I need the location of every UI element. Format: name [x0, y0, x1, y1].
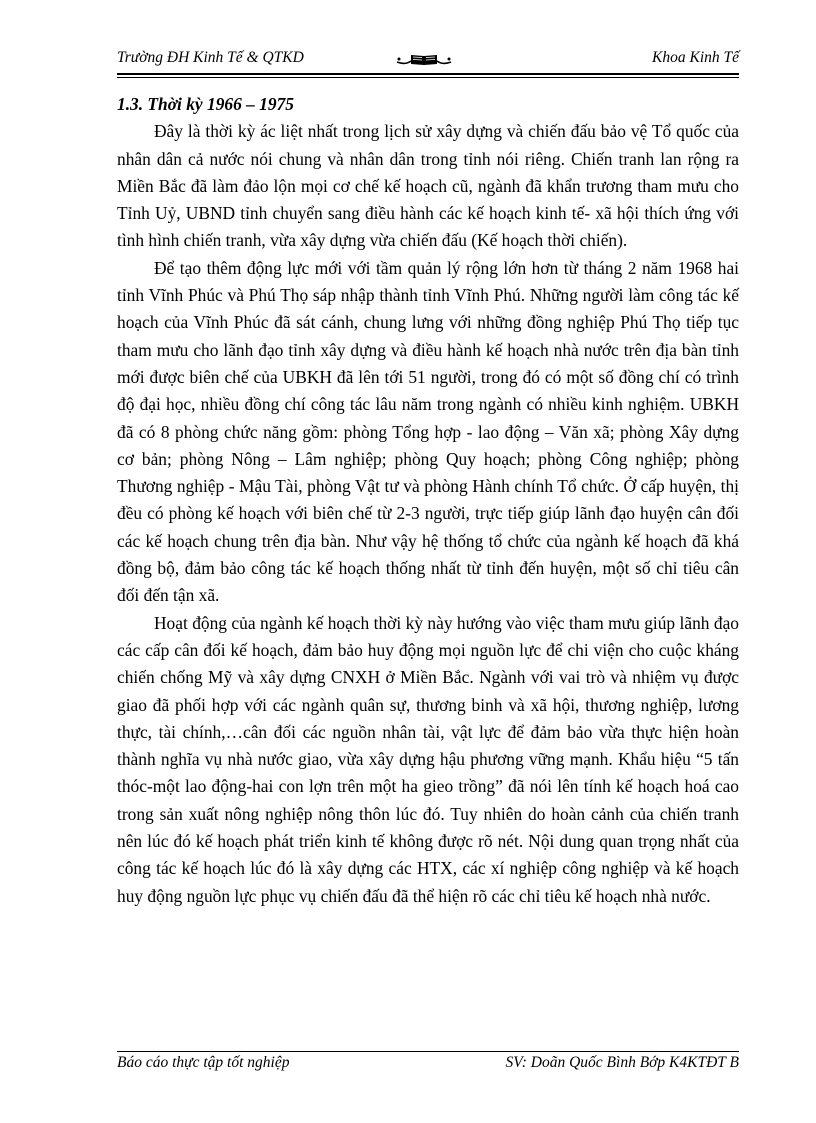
page-footer	[117, 1054, 739, 1076]
section-title: 1.3. Thời kỳ 1966 – 1975	[117, 94, 294, 114]
header-divider-thin	[117, 77, 739, 78]
footer-report-title: Báo cáo thực tập tốt nghiệp	[117, 1054, 290, 1071]
paragraph-1: Đây là thời kỳ ác liệt nhất trong lịch sử xây dựng và chiến đấu bảo vệ Tổ quốc của nhân dân cả nước nói chung và nhân dân trong tỉnh nói riêng. Chiến tranh lan rộng ra Miền Bắc đã làm đảo lộn mọi cơ chế kế hoạch cũ, ngành đã khẩn trương tham mưu cho Tỉnh Uỷ, UBND tỉnh chuyển sang điều hành các kế hoạch kinh tế- xã hội thích ứng với tình hình chiến tranh, vừa xây dựng vừa chiến đấu (Kế hoạch thời chiến).	[117, 121, 739, 251]
paragraph-3: Hoạt động của ngành kế hoạch thời kỳ này hướng vào việc tham mưu giúp lãnh đạo các cấp cân đối kế hoạch, đảm bảo huy động mọi nguồn lực để chi viện cho cuộc kháng chiến chống Mỹ và xây dựng CNXH ở Miền Bắc. Ngành với vai trò và nhiệm vụ được giao đã phối hợp với các ngành quân sự, thương binh và xã hội, thương nghiệp, lương thực, tài chính,…cân đối các nguồn nhân tài, vật lực để đảm bảo vừa thực hiện hoàn thành nghĩa vụ nhà nước giao, vừa xây dựng hậu phương vững mạnh. Khẩu hiệu “5 tấn thóc-một lao động-hai con lợn trên một ha gieo trồng” đã nói lên tính kế hoạch hoá cao trong sản xuất nông nghiệp nông thôn lúc đó. Tuy nhiên do hoàn cảnh của chiến tranh nên lúc đó kế hoạch phát triển kinh tế không được rõ nét. Nội dung quan trọng nhất của công tác kế hoạch lúc đó là xây dựng các HTX, các xí nghiệp công nghiệp và kế hoạch huy động nguồn lực phục vụ chiến đấu đã thể hiện rõ các chỉ tiêu kế hoạch nhà nước.	[117, 612, 739, 906]
book-ornament-icon	[395, 51, 453, 67]
paragraph-2: Để tạo thêm động lực mới với tầm quản lý rộng lớn hơn từ tháng 2 năm 1968 hai tỉnh Vĩnh Phúc và Phú Thọ sáp nhập thành tỉnh Vĩnh Phú. Những người làm công tác kế hoạch của Vĩnh Phúc đã sát cánh, chung lưng với những đồng nghiệp Phú Thọ tiếp tục tham mưu cho lãnh đạo tỉnh xây dựng và điều hành kế hoạch nhà nước trên địa bàn tỉnh mới được biên chế của UBKH đã lên tới 51 người, trong đó có một số đồng chí có trình độ đại học, nhiều đồng chí công tác lâu năm trong ngành có nhiều kinh nghiệm. UBKH đã có 8 phòng chức năng gồm: phòng Tổng hợp - lao động – Văn xã; phòng Xây dựng cơ bản; phòng Nông – Lâm nghiệp; phòng Quy hoạch; phòng Công nghiệp; phòng Thương nghiệp - Mậu Tài, phòng Vật tư và phòng Hành chính Tổ chức. Ở cấp huyện, thị đều có phòng kế hoạch với biên chế từ 2-3 người, trực tiếp giúp lãnh đạo huyện cân đối các kế hoạch chung trên địa bàn. Như vậy hệ thống tổ chức của ngành kế hoạch đã khá đồng bộ, đảm bảo công tác kế hoạch thống nhất từ tỉnh đến huyện, một số chỉ tiêu cân đối đến tận xã.	[117, 257, 739, 606]
page-body	[117, 91, 739, 910]
footer-student-info: SV: Doãn Quốc Bình Bớp K4KTĐT B	[505, 1054, 739, 1071]
page-header	[117, 49, 739, 71]
header-faculty-name: Khoa Kinh Tế	[652, 49, 739, 66]
header-school-name: Trường ĐH Kinh Tế & QTKD	[117, 49, 304, 66]
footer-divider	[117, 1051, 739, 1052]
header-divider	[117, 73, 739, 75]
